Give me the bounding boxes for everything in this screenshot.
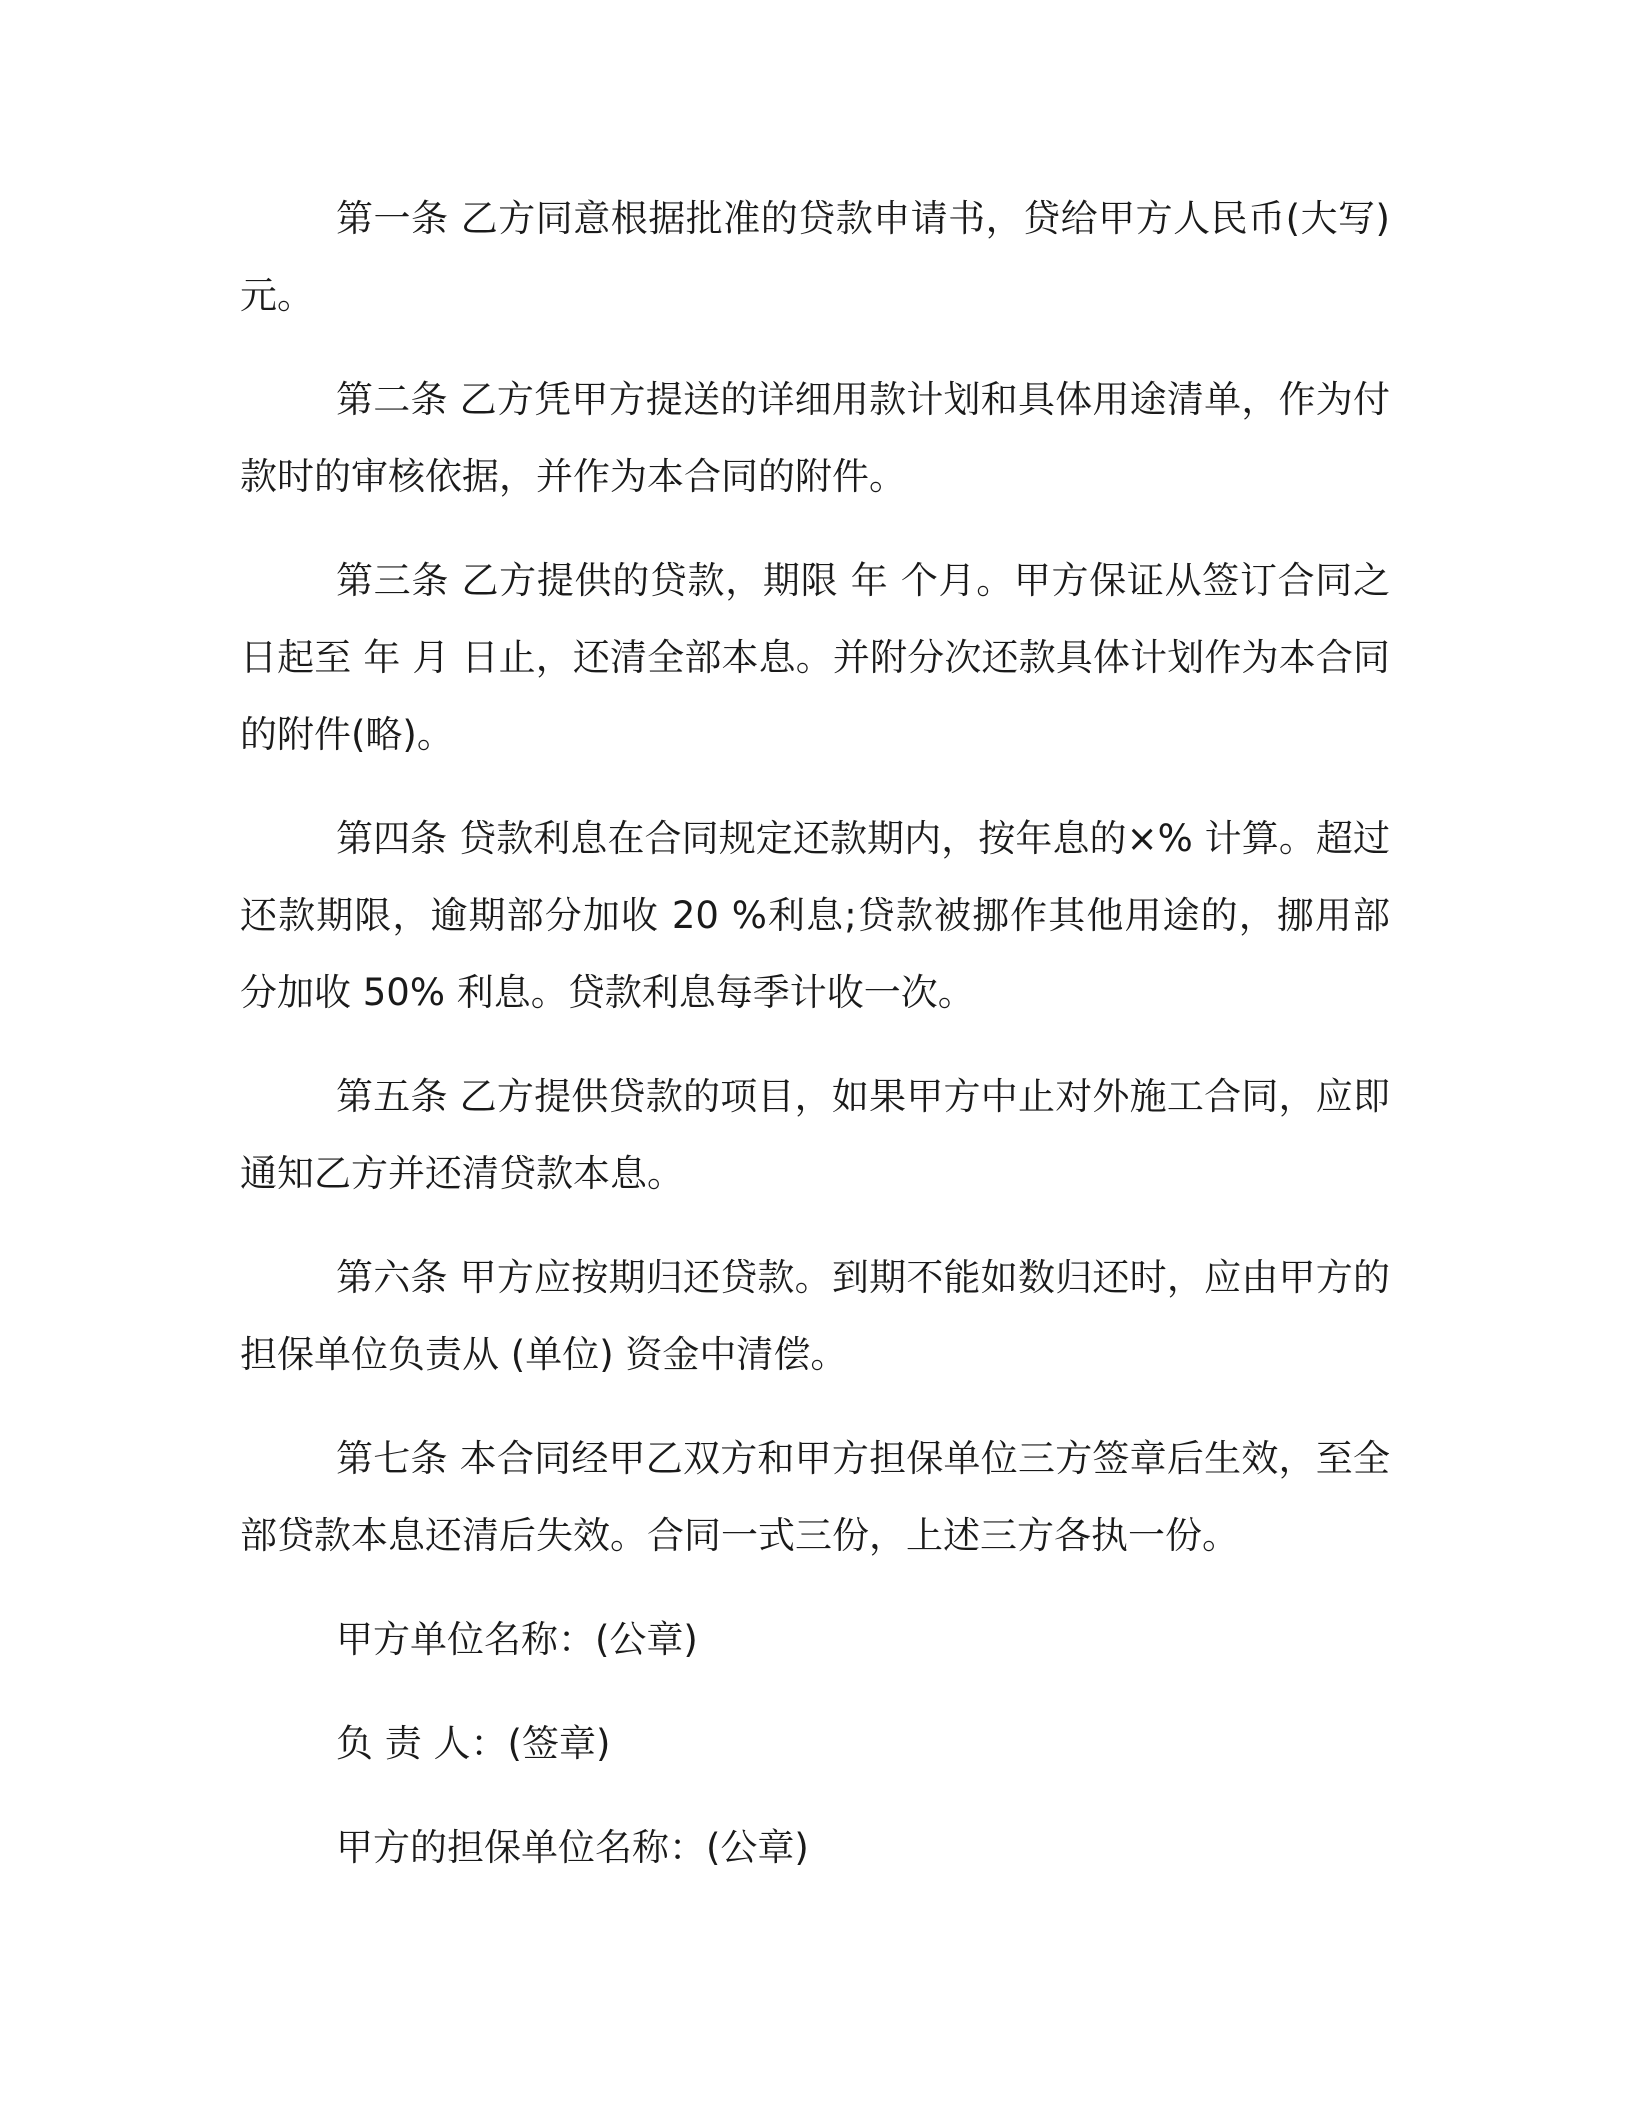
article-1: 第一条 乙方同意根据批准的贷款申请书，贷给甲方人民币(大写) 元。	[240, 197, 1390, 317]
article-4: 第四条 贷款利息在合同规定还款期内，按年息的×% 计算。超过还款期限，逾期部分加收 20 %利息;贷款被挪作其他用途的，挪用部分加收 50% 利息。贷款利息每季计收一次。	[240, 817, 1390, 1014]
article-5: 第五条 乙方提供贷款的项目，如果甲方中止对外施工合同，应即通知乙方并还清贷款本息。	[240, 1075, 1390, 1195]
party-a-signature-line: 甲方单位名称：(公章)	[336, 1618, 698, 1661]
document-body	[240, 180, 1390, 1913]
guarantor-signature-line: 甲方的担保单位名称：(公章)	[336, 1826, 809, 1869]
article-7: 第七条 本合同经甲乙双方和甲方担保单位三方签章后生效，至全部贷款本息还清后失效。合同一式三份，上述三方各执一份。	[240, 1437, 1390, 1557]
article-3: 第三条 乙方提供的贷款，期限 年 个月。甲方保证从签订合同之日起至 年 月 日止，还清全部本息。并附分次还款具体计划作为本合同的附件(略)。	[240, 559, 1390, 756]
responsible-person-signature-line: 负 责 人：(签章)	[336, 1722, 611, 1765]
article-2: 第二条 乙方凭甲方提送的详细用款计划和具体用途清单，作为付款时的审核依据，并作为本合同的附件。	[240, 378, 1390, 498]
article-6: 第六条 甲方应按期归还贷款。到期不能如数归还时，应由甲方的担保单位负责从 (单位) 资金中清偿。	[240, 1256, 1390, 1376]
